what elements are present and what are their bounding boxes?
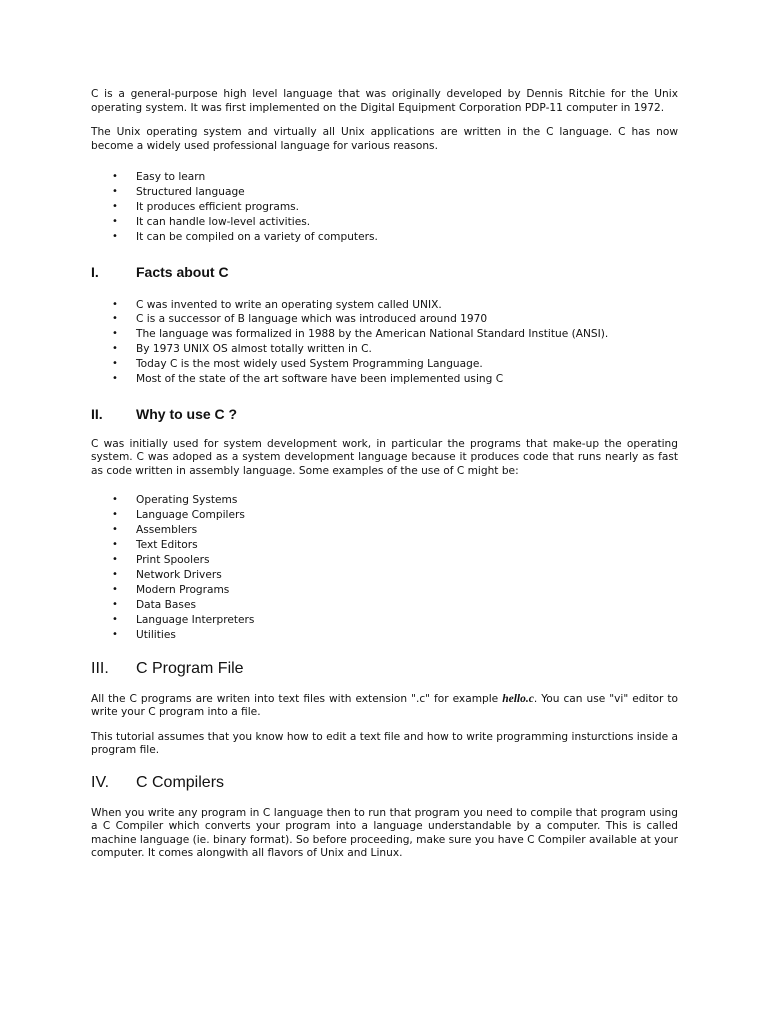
bullet-icon: •: [112, 298, 118, 310]
section-heading-facts: [91, 264, 678, 284]
program-file-paragraph: All the C programs are writen into text files with extension ".c" for example hello.c. You can use "vi" editor to write your C program into a file.: [91, 692, 678, 719]
section-title: Facts about C: [136, 263, 229, 280]
section-title: Why to use C ?: [136, 405, 238, 422]
list-item: • Easy to learn: [112, 171, 206, 183]
intro-paragraph-2: The Unix operating system and virtually all Unix applications are written in the C language. C has now become a widely used professional language for various reasons.: [91, 126, 678, 152]
bullet-icon: •: [112, 215, 118, 227]
list-item: • Text Editors: [112, 539, 198, 552]
list-item: • Assemblers: [112, 524, 198, 537]
list-item: • It can be compiled on a variety of computers.: [112, 230, 378, 243]
bullet-icon: •: [112, 628, 118, 640]
list-item: • It produces efficient programs.: [112, 200, 300, 213]
program-file-paragraph-2: This tutorial assumes that you know how to edit a text file and how to write programming insturctions inside a program file.: [91, 730, 678, 757]
bullet-icon: •: [112, 230, 118, 242]
bullet-icon: •: [112, 524, 118, 536]
list-item: • Modern Programs: [112, 583, 230, 596]
intro-reasons-list: [91, 170, 678, 245]
section-heading-program-file: [91, 660, 678, 680]
bullet-icon: •: [112, 509, 118, 521]
bullet-icon: •: [112, 373, 118, 385]
bullet-icon: •: [112, 539, 118, 551]
section-number: IV.: [91, 773, 110, 791]
bullet-icon: •: [112, 494, 118, 506]
section-number: III.: [91, 659, 109, 677]
list-item: • Most of the state of the art software have been implemented using C: [112, 373, 504, 386]
why-paragraph: C was initially used for system development work, in particular the programs that make-up the operating system. C was adoped as a system development language because it produces code that runs nearly as fast as code written in assembly language. Some examples of the use of C might be:: [91, 437, 678, 477]
compilers-paragraph: When you write any program in C language then to run that program you need to compile that program using a C Compiler which converts your program into a language understandable by a computer. This is called machine language (ie. binary format). So before proceeding, make sure you have C Compiler available at your computer. It comes alongwith all flavors of Unix and Linux.: [91, 806, 678, 860]
bullet-icon: •: [112, 343, 118, 355]
list-item: • Data Bases: [112, 598, 196, 611]
section-number: II.: [91, 405, 103, 422]
list-item: • C is a successor of B language which was introduced around 1970: [112, 313, 488, 326]
list-item: • Language Interpreters: [112, 613, 255, 626]
example-filename: hello.c: [502, 692, 534, 705]
bullet-icon: •: [112, 569, 118, 580]
section-heading-compilers: [91, 774, 678, 794]
section-number: I.: [91, 263, 99, 280]
section-title: C Compilers: [136, 773, 225, 791]
section-title: C Program File: [136, 659, 244, 677]
list-item: • Language Compilers: [112, 509, 245, 522]
list-item: • Print Spoolers: [112, 554, 210, 567]
bullet-icon: •: [112, 185, 118, 197]
list-item: • Network Drivers: [112, 569, 222, 581]
list-item: • Operating Systems: [112, 494, 238, 507]
list-item: • Utilities: [112, 628, 176, 641]
list-item: • The language was formalized in 1988 by the American National Standard Institue (ANSI).: [112, 328, 609, 341]
document-content: [91, 88, 678, 861]
bullet-icon: •: [112, 328, 118, 340]
bullet-icon: •: [112, 313, 118, 325]
list-item: • Structured language: [112, 185, 245, 198]
bullet-icon: •: [112, 171, 118, 182]
bullet-icon: •: [112, 613, 118, 625]
bullet-icon: •: [112, 200, 118, 212]
facts-list: [91, 298, 678, 387]
intro-paragraph-1: C is a general-purpose high level language that was originally developed by Dennis Ritchie for the Unix operating system. It was first implemented on the Digital Equipment Corporation PDP-11 computer in 1972.: [91, 88, 678, 114]
section-heading-why: [91, 406, 678, 426]
bullet-icon: •: [112, 358, 118, 370]
list-item: • C was invented to write an operating system called UNIX.: [112, 298, 442, 311]
list-item: • By 1973 UNIX OS almost totally written in C.: [112, 343, 372, 356]
bullet-icon: •: [112, 583, 118, 595]
examples-list: [91, 493, 678, 642]
list-item: • Today C is the most widely used System Programming Language.: [112, 358, 483, 371]
bullet-icon: •: [112, 554, 118, 566]
bullet-icon: •: [112, 598, 118, 610]
list-item: • It can handle low-level activities.: [112, 215, 311, 228]
